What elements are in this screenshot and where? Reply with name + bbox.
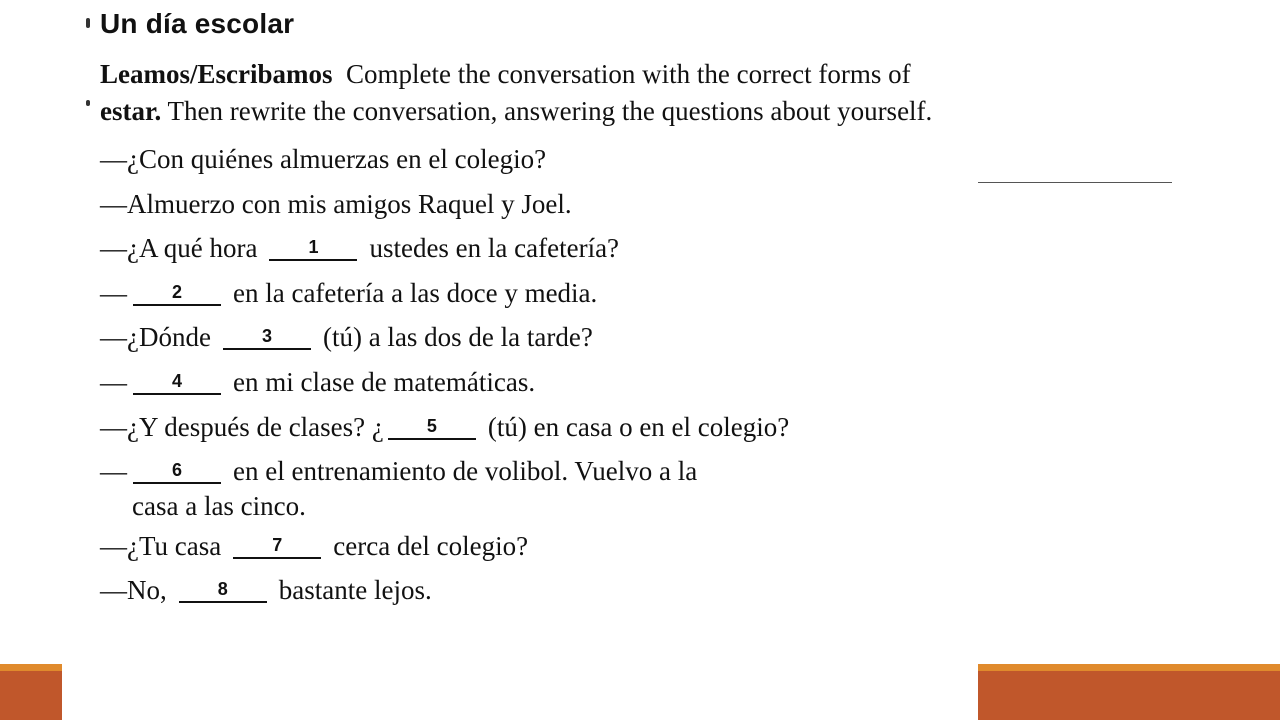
answer-blank[interactable] [179, 573, 267, 603]
worksheet [100, 6, 976, 613]
conversation-line [100, 405, 976, 450]
line-text: —¿A qué hora [100, 233, 258, 264]
accent-bar-left-top [0, 664, 62, 671]
line-text: en el entrenamiento de volibol. Vuelvo a la [233, 456, 698, 487]
side-rule [978, 182, 1172, 183]
conversation-line [100, 568, 976, 613]
edge-mark [86, 100, 90, 106]
worksheet-title: Un día escolar [100, 8, 295, 39]
answer-blank[interactable] [269, 231, 357, 261]
line-text: (tú) en casa o en el colegio? [487, 411, 790, 442]
answer-blank[interactable] [133, 276, 221, 306]
accent-bar-left-bottom [0, 671, 62, 720]
conversation-line [100, 524, 976, 569]
conversation-line [100, 271, 976, 316]
instructions-text-2: Then rewrite the conversation, answering the questions about yourself. [167, 96, 933, 126]
instructions-lead: Leamos/Escribamos [100, 59, 333, 89]
instructions [100, 56, 960, 130]
answer-blank[interactable] [133, 365, 221, 395]
line-text: (tú) a las dos de la tarde? [322, 322, 593, 353]
line-text: — [100, 366, 127, 397]
accent-bar-right-top [978, 664, 1280, 671]
blank-number: 4 [171, 370, 182, 391]
line-text: —No, [100, 575, 167, 606]
line-text: bastante lejos. [278, 575, 432, 606]
instructions-text-1: Complete the conversation with the correct forms of [346, 59, 911, 89]
line-text: — [100, 456, 127, 487]
accent-bar-left [0, 664, 62, 720]
answer-blank[interactable] [223, 320, 311, 350]
accent-bar-right-bottom [978, 671, 1280, 720]
blank-number: 6 [171, 460, 182, 481]
line-text: — [100, 277, 127, 308]
answer-blank[interactable] [388, 410, 476, 440]
accent-bar-right [978, 664, 1280, 720]
conversation-line [100, 315, 976, 360]
blank-number: 7 [272, 534, 283, 555]
blank-number: 3 [261, 326, 272, 347]
line-text: —¿Tu casa [100, 530, 222, 561]
edge-mark [86, 18, 90, 28]
blank-number: 2 [171, 281, 182, 302]
blank-number: 8 [217, 579, 228, 600]
blank-number: 1 [308, 237, 319, 258]
conversation-line [100, 182, 976, 227]
instructions-bold-word: estar. [100, 96, 162, 126]
line-text: casa a las cinco. [132, 490, 306, 521]
conversation-line [100, 360, 976, 405]
line-text: ustedes en la cafetería? [369, 233, 620, 264]
line-text: en la cafetería a las doce y media. [233, 277, 598, 308]
conversation-line [100, 226, 976, 271]
line-text: —Almuerzo con mis amigos Raquel y Joel. [100, 188, 572, 219]
line-text: —¿Dónde [100, 322, 211, 353]
line-text: en mi clase de matemáticas. [233, 366, 536, 397]
blank-number: 5 [426, 415, 437, 436]
line-text: —¿Y después de clases? ¿ [100, 411, 384, 442]
conversation-line [100, 137, 976, 182]
line-text: —¿Con quiénes almuerzas en el colegio? [100, 144, 547, 174]
answer-blank[interactable] [133, 454, 221, 484]
conversation [100, 137, 976, 613]
line-text: cerca del colegio? [333, 530, 529, 561]
answer-blank[interactable] [233, 529, 321, 559]
